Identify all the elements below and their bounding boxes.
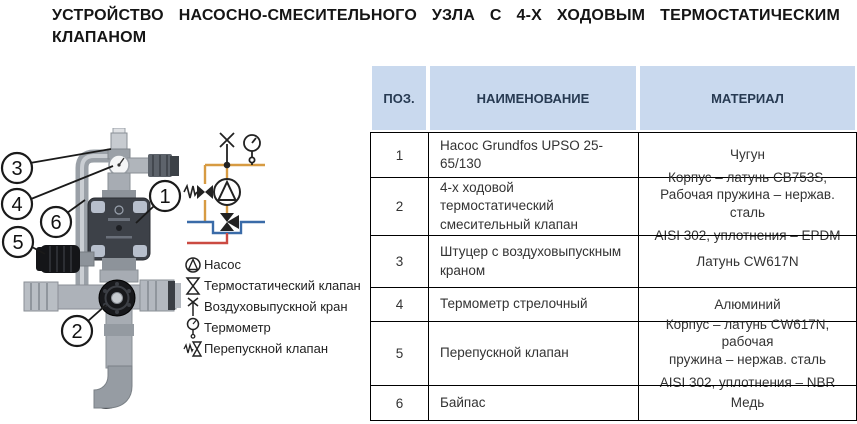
cell-material: Чугун — [638, 132, 857, 177]
header-pos: ПОЗ. — [370, 64, 428, 132]
pump-icon — [182, 254, 204, 276]
legend-label: Воздуховыпускной кран — [204, 299, 348, 314]
cell-name: Насос Grundfos UPSO 25-65/130 — [428, 132, 638, 177]
svg-text:3: 3 — [11, 158, 23, 180]
bypass-valve-icon — [182, 338, 204, 360]
cell-pos: 1 — [370, 132, 428, 177]
cell-name: Байпас — [428, 385, 638, 421]
legend-label: Термостатический клапан — [204, 278, 361, 293]
callout-2 — [62, 316, 92, 346]
pump-body — [88, 173, 150, 282]
cell-pos: 4 — [370, 287, 428, 321]
legend-label: Термометр — [204, 320, 271, 335]
cell-material: Алюминий — [638, 287, 857, 321]
table-row — [370, 169, 857, 243]
cell-material: Медь — [638, 385, 857, 421]
cell-name: 4-х ходовой термостатический смесительный клапан — [428, 177, 638, 235]
bypass-valve-symbol — [184, 185, 213, 199]
svg-text:5: 5 — [12, 232, 24, 254]
table-row — [370, 316, 857, 390]
cell-name: Перепускной клапан — [428, 321, 638, 385]
callout-5 — [3, 227, 33, 257]
thermostatic-valve-icon — [182, 275, 204, 297]
cell-pos: 2 — [370, 177, 428, 235]
mixing-valve-symbol — [220, 213, 239, 231]
thermometer-dial — [109, 155, 129, 175]
thermometer-icon — [182, 317, 204, 339]
parts-table — [370, 64, 857, 421]
table-row — [370, 385, 857, 421]
svg-text:2: 2 — [71, 321, 83, 343]
cell-name: Термометр стрелочный — [428, 287, 638, 321]
header-name: НАИМЕНОВАНИЕ — [428, 64, 638, 132]
pump-symbol — [214, 179, 240, 205]
legend-item-pump — [182, 254, 368, 275]
air-vent-icon — [182, 296, 204, 318]
legend-label: Насос — [204, 257, 241, 272]
legend-item-bypass-valve — [182, 338, 368, 359]
air-vent-symbol — [220, 133, 234, 167]
svg-text:4: 4 — [11, 194, 23, 216]
page-title-line2: КЛАПАНОМ — [52, 29, 147, 46]
table-row — [370, 235, 857, 287]
table-header-row — [370, 64, 857, 132]
callout-1 — [150, 181, 180, 211]
thermometer-symbol — [244, 135, 260, 165]
hot-line — [187, 233, 227, 243]
legend-item-air-vent — [182, 296, 368, 317]
header-material: МАТЕРИАЛ — [638, 64, 857, 132]
legend-item-thermostatic-valve — [182, 275, 368, 296]
svg-text:6: 6 — [50, 212, 62, 234]
callout-6 — [41, 207, 71, 237]
callout-4 — [2, 189, 32, 219]
top-pipe — [126, 154, 179, 177]
mixing-valve-wheel — [99, 280, 135, 316]
legend-label: Перепускной клапан — [204, 341, 328, 356]
cell-material: Латунь CW617N — [638, 235, 857, 287]
hydraulic-schematic — [180, 126, 280, 256]
cell-pos: 3 — [370, 235, 428, 287]
legend-item-thermometer — [182, 317, 368, 338]
callout-3 — [2, 153, 32, 183]
cell-pos: 5 — [370, 321, 428, 385]
svg-text:1: 1 — [159, 186, 171, 208]
symbol-legend — [182, 254, 368, 359]
cell-name: Штуцер с воздуховыпускным краном — [428, 235, 638, 287]
cell-material: Корпус – латунь CB753S, Рабочая пружина – нержав. сталь AISI 302, уплотнения – EPDM — [638, 177, 857, 235]
cell-material: Корпус – латунь CW617N, рабочая пружина – нержав. сталь AISI 302, уплотнения – NBR — [638, 321, 857, 385]
cell-pos: 6 — [370, 385, 428, 421]
device-photo — [0, 128, 190, 424]
page-title-line1: УСТРОЙСТВО НАСОСНО-СМЕСИТЕЛЬНОГО УЗЛА С 4-Х ХОДОВЫМ ТЕРМОСТАТИЧЕСКИМ — [52, 7, 840, 24]
page-title — [52, 5, 840, 49]
